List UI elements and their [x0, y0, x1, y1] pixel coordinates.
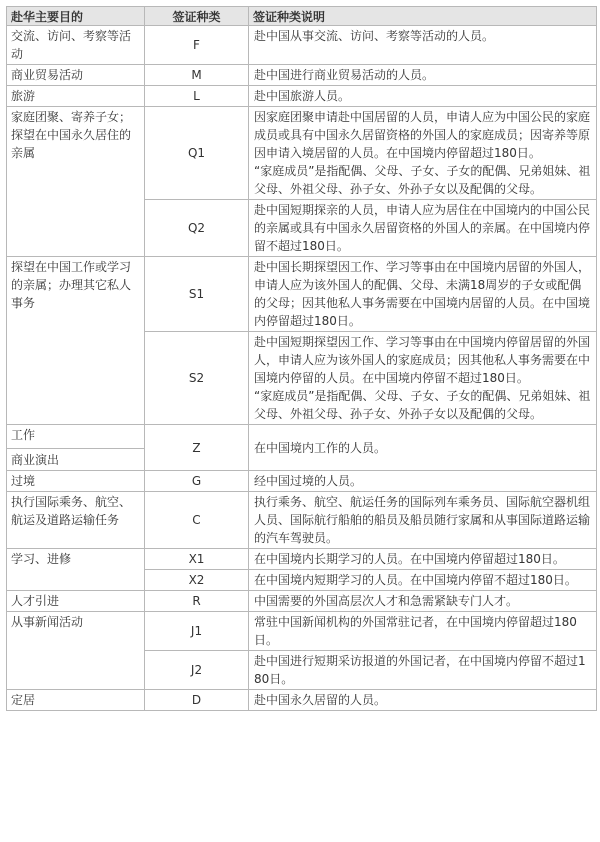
description-text: 因家庭团聚申请赴中国居留的人员，申请人应为中国公民的家庭成员或具有中国永久居留资格的外国人的家庭成员；因寄养等原因申请入境居留的人员。在中国境内停留超过180日。 [254, 110, 591, 160]
header-purpose: 赴华主要目的 [7, 7, 145, 26]
purpose-cell: 商业贸易活动 [7, 65, 145, 86]
family-member-note: “家庭成员”是指配偶、父母、子女、子女的配偶、兄弟姐妹、祖父母、外祖父母、孙子女、外孙子女以及配偶的父母。 [254, 389, 591, 421]
purpose-cell: 探望在中国工作或学习的亲属；办理其它私人事务 [7, 257, 145, 425]
description-cell: 赴中国长期探望因工作、学习等事由在中国境内居留的外国人，申请人应为该外国人的配偶、父母、未满18周岁的子女或配偶的父母；因其他私人事务需要在中国境内居留的人员。在中国境内停留超过180日。 [249, 257, 597, 332]
visa-code-cell: M [145, 65, 249, 86]
visa-code-cell: Q2 [145, 200, 249, 257]
purpose-cell: 人才引进 [7, 591, 145, 612]
visa-code-cell: L [145, 86, 249, 107]
description-cell [249, 332, 597, 425]
visa-code-cell: X2 [145, 570, 249, 591]
table-row-C [7, 492, 597, 549]
visa-code-cell: C [145, 492, 249, 549]
table-row-F [7, 26, 597, 65]
description-cell [249, 107, 597, 200]
table-row-G [7, 471, 597, 492]
table-row-M [7, 65, 597, 86]
visa-code-cell: S1 [145, 257, 249, 332]
table-row-Q1 [7, 107, 597, 200]
description-cell: 在中国境内短期学习的人员。在中国境内停留不超过180日。 [249, 570, 597, 591]
description-cell: 在中国境内长期学习的人员。在中国境内停留超过180日。 [249, 549, 597, 570]
visa-code-cell: Q1 [145, 107, 249, 200]
purpose-cell: 旅游 [7, 86, 145, 107]
table-header-row [7, 7, 597, 26]
table-row-D [7, 690, 597, 711]
purpose-text: 工作 [11, 428, 36, 442]
purpose-cell: 执行国际乘务、航空、航运及道路运输任务 [7, 492, 145, 549]
table-row-Z [7, 425, 597, 471]
description-cell: 赴中国进行短期采访报道的外国记者，在中国境内停留不超过180日。 [249, 651, 597, 690]
description-cell: 中国需要的外国高层次人才和急需紧缺专门人才。 [249, 591, 597, 612]
visa-code-cell: J1 [145, 612, 249, 651]
table-row-X1 [7, 549, 597, 570]
purpose-cell: 从事新闻活动 [7, 612, 145, 690]
description-cell: 赴中国从事交流、访问、考察等活动的人员。 [249, 26, 597, 65]
description-cell: 执行乘务、航空、航运任务的国际列车乘务员、国际航空器机组人员、国际航行船舶的船员及船员随行家属和从事国际道路运输的汽车驾驶员。 [249, 492, 597, 549]
description-cell: 经中国过境的人员。 [249, 471, 597, 492]
description-cell: 在中国境内工作的人员。 [249, 425, 597, 471]
description-cell: 常驻中国新闻机构的外国常驻记者，在中国境内停留超过180日。 [249, 612, 597, 651]
visa-code-cell: X1 [145, 549, 249, 570]
description-cell: 赴中国永久居留的人员。 [249, 690, 597, 711]
description-cell: 赴中国短期探亲的人员，申请人应为居住在中国境内的中国公民的亲属或具有中国永久居留资格的外国人的亲属。在中国境内停留不超过180日。 [249, 200, 597, 257]
purpose-cell: 学习、进修 [7, 549, 145, 591]
description-cell: 赴中国旅游人员。 [249, 86, 597, 107]
visa-code-cell: S2 [145, 332, 249, 425]
purpose-cell: 定居 [7, 690, 145, 711]
family-member-note: “家庭成员”是指配偶、父母、子女、子女的配偶、兄弟姐妹、祖父母、外祖父母、孙子女、外孙子女以及配偶的父母。 [254, 164, 591, 196]
header-visa-type: 签证种类 [145, 7, 249, 26]
visa-code-cell: F [145, 26, 249, 65]
visa-types-table [6, 6, 597, 711]
table-row-S1 [7, 257, 597, 332]
purpose-cell: 家庭团聚、寄养子女；探望在中国永久居住的亲属 [7, 107, 145, 257]
visa-code-cell: R [145, 591, 249, 612]
description-text: 赴中国短期探望因工作、学习等事由在中国境内停留居留的外国人，申请人应为该外国人的家庭成员；因其他私人事务需要在中国境内停留的人员。在中国境内停留不超过180日。 [254, 335, 591, 385]
purpose-cell: 交流、访问、考察等活动 [7, 26, 145, 65]
purpose-cell: 过境 [7, 471, 145, 492]
visa-code-cell: J2 [145, 651, 249, 690]
header-description: 签证种类说明 [249, 7, 597, 26]
description-cell: 赴中国进行商业贸易活动的人员。 [249, 65, 597, 86]
table-row-R [7, 591, 597, 612]
visa-code-cell: D [145, 690, 249, 711]
visa-code-cell: Z [145, 425, 249, 471]
purpose-text-secondary: 商业演出 [7, 448, 144, 469]
table-row-L [7, 86, 597, 107]
purpose-cell [7, 425, 145, 471]
table-row-J1 [7, 612, 597, 651]
visa-code-cell: G [145, 471, 249, 492]
